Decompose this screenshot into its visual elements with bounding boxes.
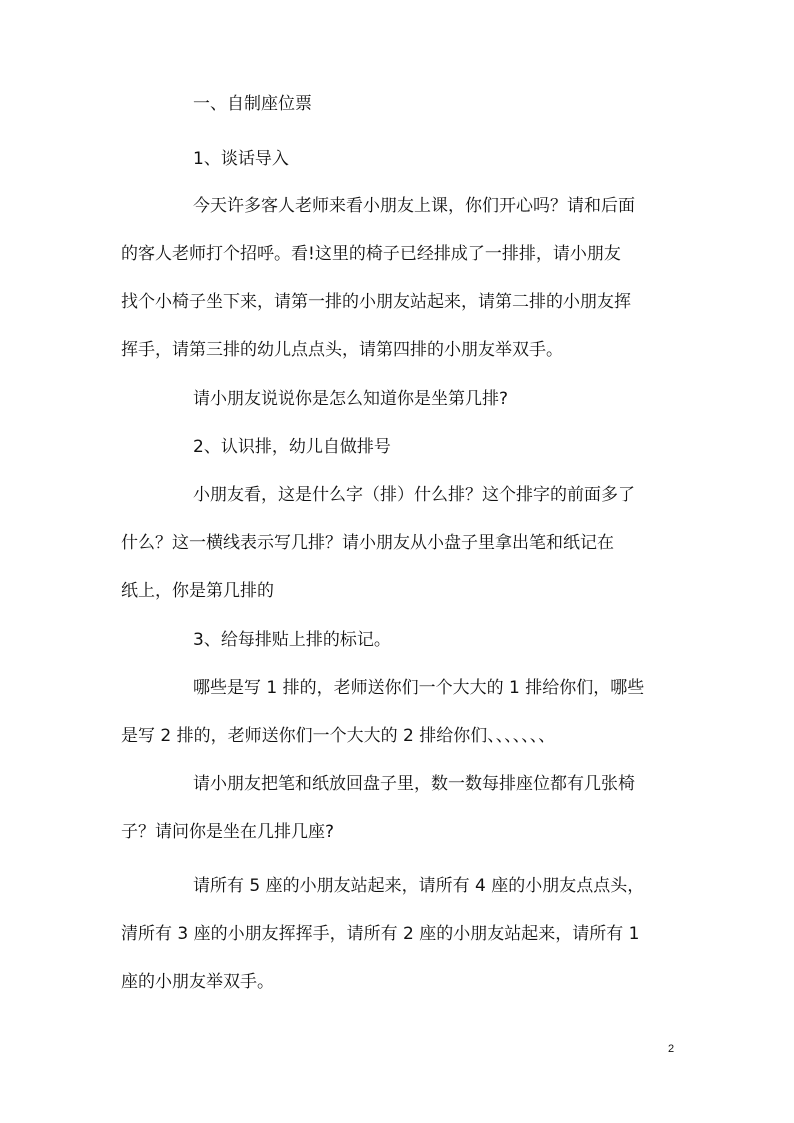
para6-line2: 清所有 3 座的小朋友挥挥手，请所有 2 座的小朋友站起来，请所有 1 <box>121 924 640 944</box>
para3-line1: 小朋友看，这是什么字（排）什么排？这个排字的前面多了 <box>193 485 635 505</box>
para5-line2: 子？请问你是坐在几排几座? <box>121 822 335 842</box>
para5-line1: 请小朋友把笔和纸放回盘子里，数一数每排座位都有几张椅 <box>193 774 635 794</box>
para1-line4: 挥手，请第三排的幼儿点点头，请第四排的小朋友举双手。 <box>121 340 563 360</box>
step1-heading: 1、谈话导入 <box>193 149 289 169</box>
para1-line1: 今天许多客人老师来看小朋友上课，你们开心吗？请和后面 <box>193 196 635 216</box>
section-title: 一、自制座位票 <box>193 94 312 114</box>
para1-line2: 的客人老师打个招呼。看!这里的椅子已经排成了一排排，请小朋友 <box>121 244 621 264</box>
para4-line1: 哪些是写 1 排的，老师送你们一个大大的 1 排给你们，哪些 <box>193 678 645 698</box>
step3-heading: 3、给每排贴上排的标记。 <box>193 630 391 650</box>
step2-heading: 2、认识排，幼儿自做排号 <box>193 437 391 457</box>
page-number: 2 <box>668 1043 675 1055</box>
para6-line3: 座的小朋友举双手。 <box>121 972 274 992</box>
para3-line2: 什么？这一横线表示写几排？请小朋友从小盘子里拿出笔和纸记在 <box>121 533 614 553</box>
para2: 请小朋友说说你是怎么知道你是坐第几排? <box>193 389 509 409</box>
para4-line2: 是写 2 排的，老师送你们一个大大的 2 排给你们、、、、、、、 <box>121 726 556 746</box>
para1-line3: 找个小椅子坐下来，请第一排的小朋友站起来，请第二排的小朋友挥 <box>121 292 631 312</box>
para6-line1: 请所有 5 座的小朋友站起来，请所有 4 座的小朋友点点头， <box>193 876 645 896</box>
para3-line3: 纸上，你是第几排的 <box>121 581 274 601</box>
